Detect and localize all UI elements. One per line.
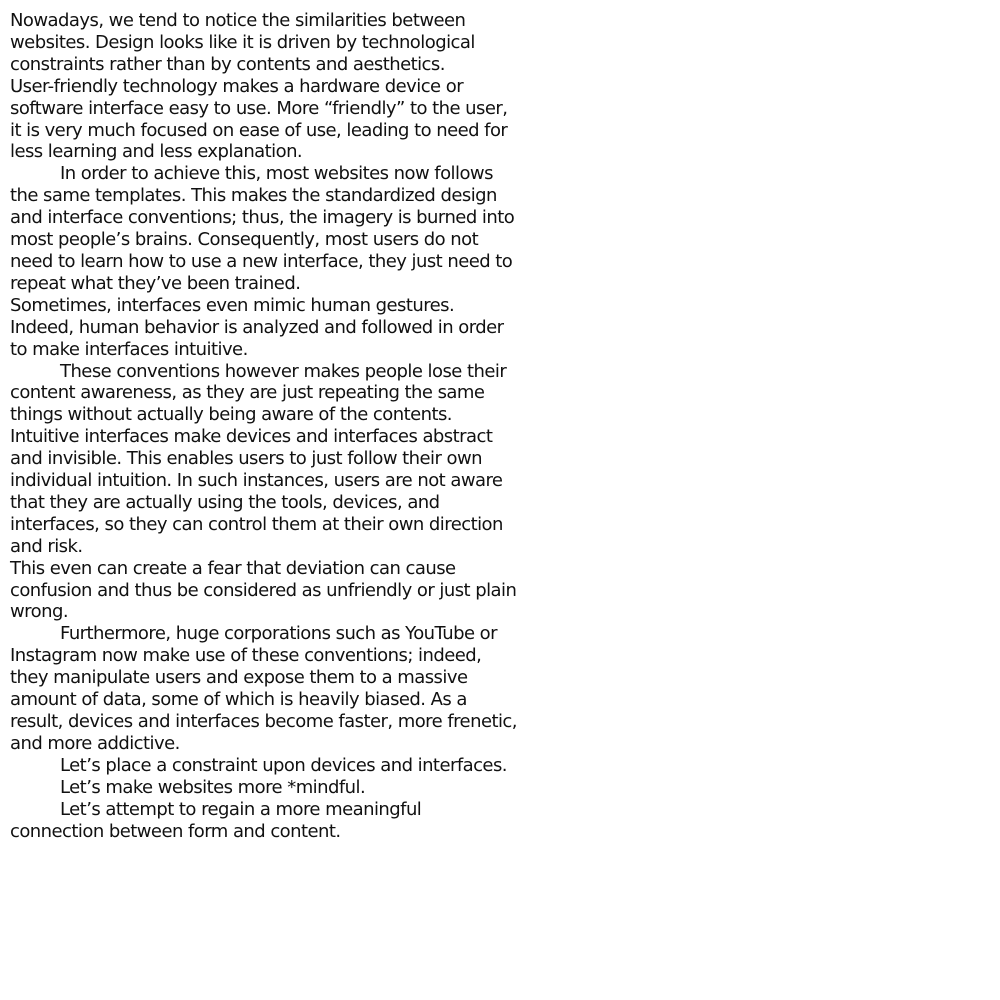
paragraph-templates: In order to achieve this, most websites now follows the same templates. This makes the standardized design and interface conventions; thus, the imagery is burned into most people’s brains. Consequently, most users do not need to learn how to use a new interface, they just need to repeat what they’ve been trained.: [10, 163, 515, 294]
paragraph-intro: Nowadays, we tend to notice the similarities between websites. Design looks like it is driven by technological constraints rather than by contents and aesthetics.: [10, 10, 475, 75]
paragraph-gestures: Sometimes, interfaces even mimic human gestures. Indeed, human behavior is analyzed and followed in order to make interfaces intuitive.: [10, 294, 504, 360]
article-body: [10, 10, 520, 842]
paragraph-intuitive-interfaces: Intuitive interfaces make devices and interfaces abstract and invisible. This enables users to just follow their own individual intuition. In such instances, users are not aware that they are actually using the tools, devices, and interfaces, so they can control them at their own direction and risk.: [10, 426, 503, 557]
paragraph-fear-of-deviation: This even can create a fear that deviation can cause confusion and thus be considered as unfriendly or just plain wrong.: [10, 557, 517, 623]
paragraph-corporations: Furthermore, huge corporations such as YouTube or Instagram now make use of these conventions; indeed, they manipulate users and expose them to a massive amount of data, some of which is heavily biased. As a result, devices and interfaces become faster, more frenetic, and more addictive.: [10, 623, 517, 754]
paragraph-content-awareness: These conventions however makes people lose their content awareness, as they are just repeating the same things without actually being aware of the contents.: [10, 360, 507, 426]
paragraph-connection: Let’s attempt to regain a more meaningful connection between form and content.: [10, 798, 422, 842]
paragraph-constraint: Let’s place a constraint upon devices and interfaces.: [60, 754, 507, 776]
paragraph-user-friendly: User-friendly technology makes a hardware device or software interface easy to use. More “friendly” to the user, it is very much focused on ease of use, leading to need for less learning and less explanation.: [10, 75, 508, 163]
paragraph-mindful: Let’s make websites more *mindful.: [60, 776, 366, 798]
